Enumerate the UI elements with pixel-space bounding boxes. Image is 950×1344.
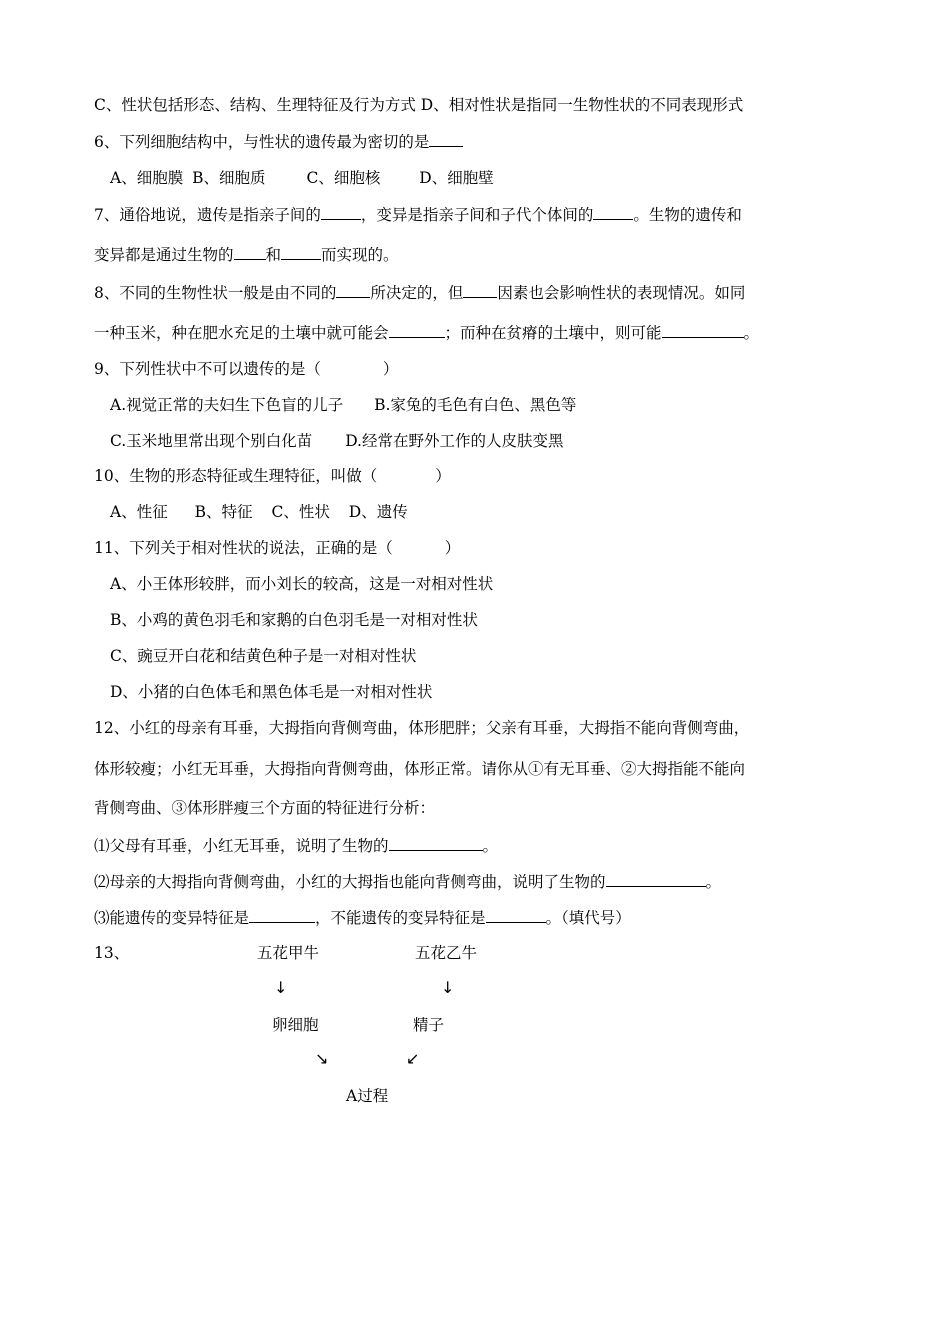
q11-option-d: D、小猪的白色体毛和黑色体毛是一对相对性状 <box>110 683 433 701</box>
q7-blank-1[interactable] <box>321 204 361 220</box>
q10-option-a: A、性征 <box>110 503 168 521</box>
q10-option-b: B、特征 <box>194 503 253 521</box>
question-7-line1 <box>94 204 742 225</box>
q8-blank-2[interactable] <box>463 282 497 298</box>
q11-paren-close: ） <box>444 539 461 557</box>
q13-sperm: 精子 <box>413 1016 445 1034</box>
q8-blank-1[interactable] <box>336 282 370 298</box>
q12-line-3: 背侧弯曲、③体形胖瘦三个方面的特征进行分析： <box>94 799 436 817</box>
q7-blank-3[interactable] <box>234 244 266 260</box>
q10-option-c: C、性状 <box>271 503 330 521</box>
q12-sub-3 <box>94 907 631 928</box>
q10-option-d: D、遗传 <box>348 503 408 521</box>
question-8-line2 <box>94 322 759 343</box>
q6-stem: 6、下列细胞结构中，与性状的遗传最为密切的是 <box>94 133 430 151</box>
q8-text-1: 8、不同的生物性状一般是由不同的 <box>94 284 337 302</box>
q12-line-1: 12、小红的母亲有耳垂，大拇指向背侧弯曲，体形肥胖；父亲有耳垂，大拇指不能向背侧弯曲， <box>94 719 750 737</box>
q8-text-6: 。 <box>743 324 760 342</box>
question-8-line1 <box>94 282 745 303</box>
down-arrow-icon: ↓ <box>274 978 288 997</box>
q12-line-2: 体形较瘦；小红无耳垂，大拇指向背侧弯曲，体形正常。请你从①有无耳垂、②大拇指能不能向 <box>94 760 746 778</box>
q8-text-4: 一种玉米，种在肥水充足的土壤中就可能会 <box>94 324 389 342</box>
q6-blank[interactable] <box>429 131 463 147</box>
q6-options <box>110 168 494 188</box>
q6-option-c: C、细胞核 <box>306 169 381 187</box>
q7-blank-2[interactable] <box>593 204 633 220</box>
q12-sub-3-blank-1[interactable] <box>249 907 315 923</box>
q8-blank-3[interactable] <box>389 322 445 338</box>
q12-sub-1-end: 。 <box>482 837 499 855</box>
q7-text-4: 变异都是通过生物的 <box>94 246 234 264</box>
q11-option-c: C、豌豆开白花和结黄色种子是一对相对性状 <box>110 647 417 665</box>
question-6 <box>94 131 463 152</box>
q7-text-5: 和 <box>265 246 282 264</box>
q11-stem: 11、下列关于相对性状的说法，正确的是（ <box>94 539 393 557</box>
q12-sub-3-text-2: ，不能遗传的变异特征是 <box>315 909 486 927</box>
q11-option-a: A、小王体形较胖，而小刘长的较高，这是一对相对性状 <box>110 575 494 593</box>
q8-blank-4[interactable] <box>662 322 744 338</box>
q12-sub-2-end: 。 <box>705 873 722 891</box>
q6-option-d: D、细胞壁 <box>419 169 494 187</box>
q12-sub-1-text: ⑴父母有耳垂，小红无耳垂，说明了生物的 <box>94 837 389 855</box>
q7-text-2: ，变异是指亲子间和子代个体间的 <box>360 206 594 224</box>
q12-sub-2-blank[interactable] <box>606 871 706 887</box>
q9-option-d: D.经常在野外工作的人皮肤变黑 <box>345 432 564 450</box>
q12-sub-3-blank-2[interactable] <box>486 907 546 923</box>
q9-options-row1 <box>110 395 576 415</box>
question-11 <box>94 538 460 558</box>
q7-text-6: 而实现的。 <box>321 246 399 264</box>
q13-process-a: A过程 <box>346 1087 389 1105</box>
q12-sub-2 <box>94 871 721 892</box>
q10-stem: 10、生物的形态特征或生理特征，叫做（ <box>94 467 378 485</box>
q5-option-c: C、性状包括形态、结构、生理特征及行为方式 D、相对性状是指同一生物性状的不同表现形式 <box>94 96 744 114</box>
arrow-down-left-icon: ↙ <box>406 1049 420 1068</box>
q9-options-row2 <box>110 431 564 451</box>
q10-paren-close: ） <box>435 467 451 485</box>
q12-sub-3-text-3: 。（填代号） <box>545 909 631 927</box>
question-10 <box>94 466 451 486</box>
q7-text-3: 。生物的遗传和 <box>633 206 742 224</box>
question-9 <box>94 359 398 379</box>
q12-sub-1-blank[interactable] <box>389 835 483 851</box>
q8-text-3: 因素也会影响性状的表现情况。如同 <box>497 284 746 302</box>
q7-text-1: 7、通俗地说，遗传是指亲子间的 <box>94 206 321 224</box>
q12-sub-1 <box>94 835 498 856</box>
q11-option-b: B、小鸡的黄色羽毛和家鹅的白色羽毛是一对相对性状 <box>110 611 478 629</box>
q12-sub-2-text: ⑵母亲的大拇指向背侧弯曲，小红的大拇指也能向背侧弯曲，说明了生物的 <box>94 873 606 891</box>
q7-blank-4[interactable] <box>281 244 321 260</box>
q9-option-b: B.家兔的毛色有白色、黑色等 <box>374 396 577 414</box>
q9-option-c: C.玉米地里常出现个别白化苗 <box>110 432 313 450</box>
q13-cow-2: 五花乙牛 <box>415 944 478 962</box>
arrow-down-right-icon: ↘ <box>315 1049 329 1068</box>
q13-cow-1: 五花甲牛 <box>257 944 320 962</box>
question-7-line2 <box>94 244 399 265</box>
q8-text-2: 所决定的，但 <box>370 284 464 302</box>
q13-egg-cell: 卵细胞 <box>272 1016 319 1034</box>
q10-options <box>110 502 408 522</box>
down-arrow-icon: ↓ <box>441 978 455 997</box>
q13-number: 13、 <box>94 944 130 962</box>
q6-option-a: A、细胞膜 <box>110 169 184 187</box>
q12-sub-3-text-1: ⑶能遗传的变异特征是 <box>94 909 250 927</box>
q9-stem: 9、下列性状中不可以遗传的是（ <box>94 360 321 378</box>
q6-option-b: B、细胞质 <box>192 169 266 187</box>
q9-paren-close: ） <box>382 360 399 378</box>
q9-option-a: A.视觉正常的夫妇生下色盲的儿子 <box>110 396 344 414</box>
q8-text-5: ；而种在贫瘠的土壤中，则可能 <box>444 324 662 342</box>
